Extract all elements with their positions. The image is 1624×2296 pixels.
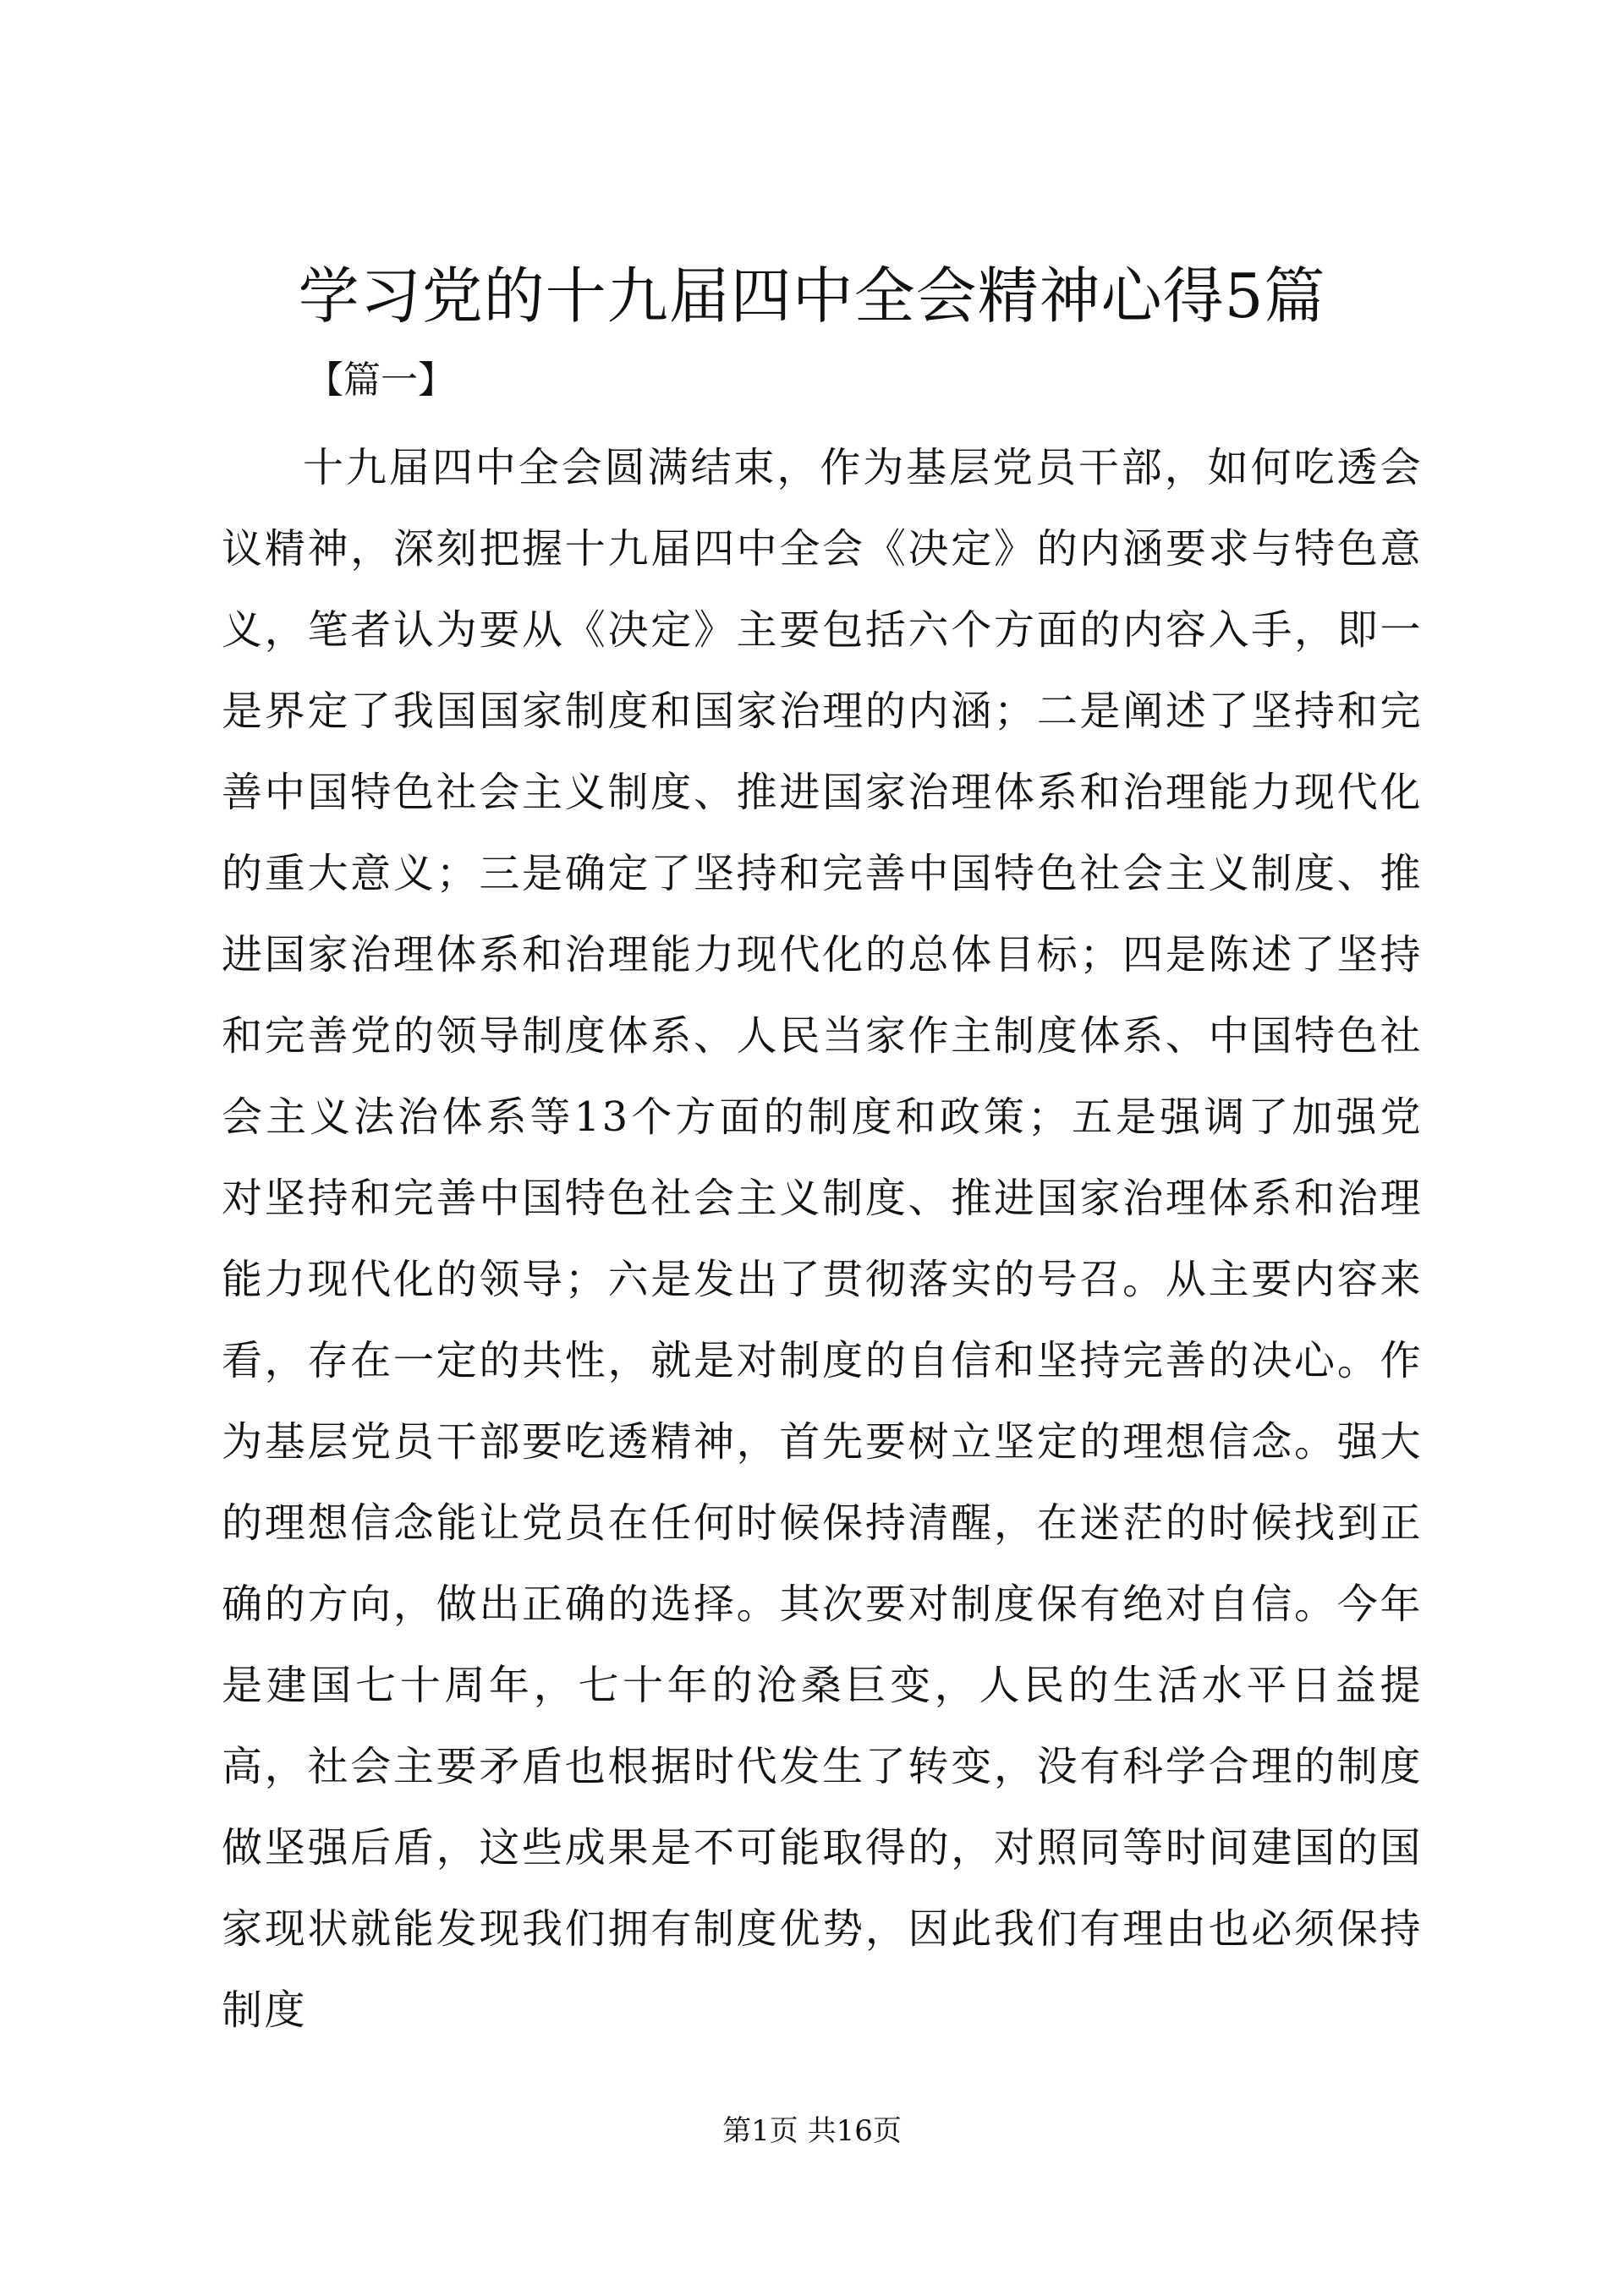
document-title: 学习党的十九届四中全会精神心得5篇 <box>298 260 1326 332</box>
page-footer: 第1页 共16页 <box>722 2114 902 2148</box>
section-heading: 【篇一】 <box>306 359 455 402</box>
body-paragraph: 十九届四中全会圆满结束，作为基层党员干部，如何吃透会议精神，深刻把握十九届四中全会《决定》的内涵要求与特色意义，笔者认为要从《决定》主要包括六个方面的内容入手，即一是界定了我国国家制度和国家治理的内涵；二是阐述了坚持和完善中国特色社会主义制度、推进国家治理体系和治理能力现代化的重大意义；三是确定了坚持和完善中国特色社会主义制度、推进国家治理体系和治理能力现代化的总体目标；四是陈述了坚持和完善党的领导制度体系、人民当家作主制度体系、中国特色社会主义法治体系等13个方面的制度和政策；五是强调了加强党对坚持和完善中国特色社会主义制度、推进国家治理体系和治理能力现代化的领导；六是发出了贯彻落实的号召。从主要内容来看，存在一定的共性，就是对制度的自信和坚持完善的决心。作为基层党员干部要吃透精神，首先要树立坚定的理想信念。强大的理想信念能让党员在任何时候保持清醒，在迷茫的时候找到正确的方向，做出正确的选择。其次要对制度保有绝对自信。今年是建国七十周年，七十年的沧桑巨变，人民的生活水平日益提高，社会主要矛盾也根据时代发生了转变，没有科学合理的制度做坚强后盾，这些成果是不可能取得的，对照同等时间建国的国家现状就能发现我们拥有制度优势，因此我们有理由也必须保持制度 <box>222 444 1423 2034</box>
